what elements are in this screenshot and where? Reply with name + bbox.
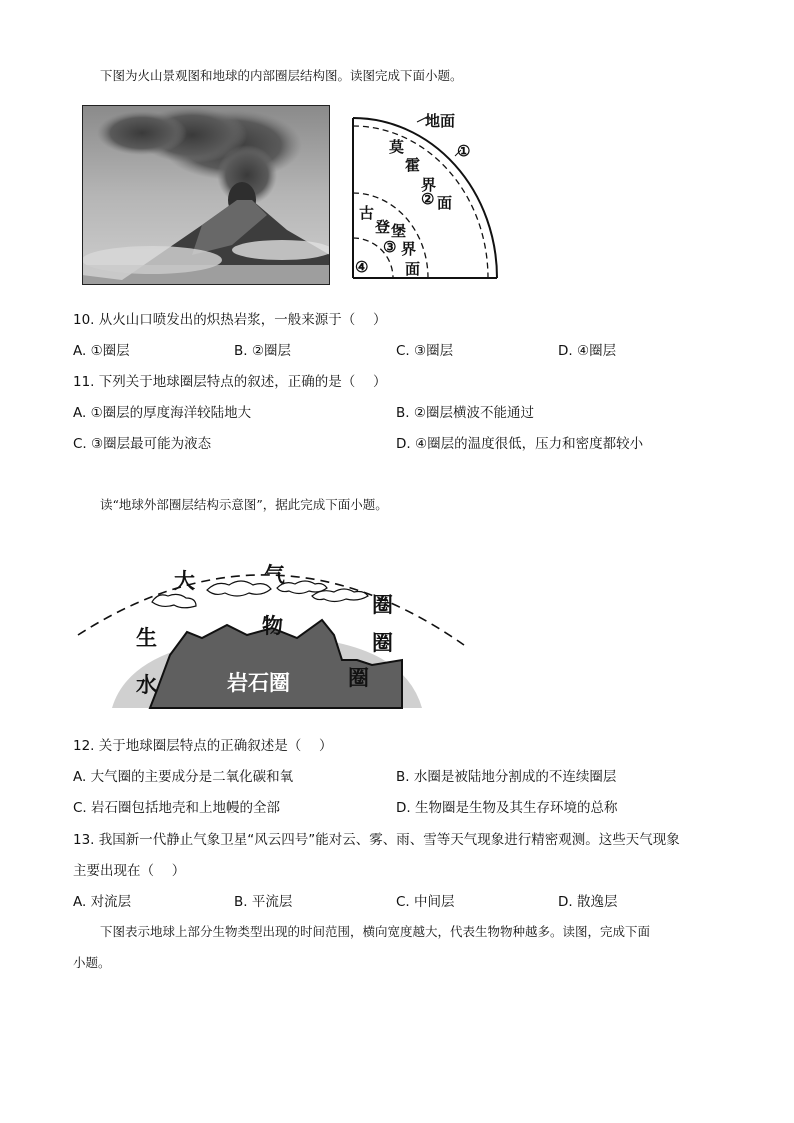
label-hydrosphere-1: 水 [136,672,157,697]
question-12-option-c[interactable]: C. 岩石圈包括地壳和上地幔的全部 [73,800,281,816]
question-10-option-d[interactable]: D. ④圈层 [558,343,617,359]
label-biosphere-1: 生 [136,625,157,650]
question-13-option-c[interactable]: C. 中间层 [396,894,455,910]
label-layer-3: ③ [383,238,397,256]
label-surface: 地面 [425,112,456,130]
label-gutenberg-4: 界 [401,240,417,258]
question-12-stem: 12. 关于地球圈层特点的正确叙述是（ ） [73,738,333,754]
earth-interior-diagram [345,108,505,282]
label-atmosphere-2: 气 [264,562,285,587]
question-13-option-d[interactable]: D. 散逸层 [558,894,618,910]
label-gutenberg-3: 堡 [391,222,407,240]
question-12-option-a[interactable]: A. 大气圈的主要成分是二氧化碳和氧 [73,769,294,785]
question-12-option-d[interactable]: D. 生物圈是生物及其生存环境的总称 [396,800,618,816]
label-lithosphere: 岩石圈 [227,670,290,695]
section3-intro-line1: 下图表示地球上部分生物类型出现的时间范围，横向宽度越大，代表生物物种越多。读图，完成下面 [100,924,651,939]
question-13-option-a[interactable]: A. 对流层 [73,894,132,910]
label-layer-1: ① [457,142,471,160]
label-gutenberg-5: 面 [405,260,421,278]
label-moho-1: 莫 [389,138,405,156]
label-moho-3: 界 [421,176,437,194]
section2-intro: 读“地球外部圈层结构示意图”，据此完成下面小题。 [100,497,388,512]
earth-outer-spheres-diagram [72,540,472,715]
label-gutenberg-2: 登 [375,218,391,236]
volcano-photo [82,105,330,285]
question-11-option-b[interactable]: B. ②圈层横波不能通过 [396,405,534,421]
label-atmosphere-1: 大 [174,568,195,593]
label-moho-4: 面 [437,194,453,212]
section3-intro-line2: 小题。 [73,955,111,970]
question-10-option-c[interactable]: C. ③圈层 [396,343,454,359]
question-12-option-b[interactable]: B. 水圈是被陆地分割成的不连续圈层 [396,769,617,785]
label-hydrosphere-2: 圈 [348,665,369,690]
question-10-option-b[interactable]: B. ②圈层 [234,343,291,359]
question-13-option-b[interactable]: B. 平流层 [234,894,293,910]
label-layer-2: ② [421,190,435,208]
label-biosphere-2: 物 [262,613,283,638]
label-atmosphere-3: 圈 [372,592,393,617]
question-13-stem-line1: 13. 我国新一代静止气象卫星“风云四号”能对云、雾、雨、雪等天气现象进行精密观测。这些天气现象 [73,832,680,848]
question-11-option-a[interactable]: A. ①圈层的厚度海洋较陆地大 [73,405,252,421]
label-gutenberg-1: 古 [359,204,375,222]
question-11-stem: 11. 下列关于地球圈层特点的叙述，正确的是（ ） [73,374,387,390]
question-11-option-c[interactable]: C. ③圈层最可能为液态 [73,436,212,452]
section1-intro: 下图为火山景观图和地球的内部圈层结构图。读图完成下面小题。 [100,68,463,83]
question-11-option-d[interactable]: D. ④圈层的温度很低，压力和密度都较小 [396,436,644,452]
question-13-stem-line2: 主要出现在（ ） [73,863,186,879]
label-biosphere-3: 圈 [372,630,393,655]
label-moho-2: 霍 [405,156,421,174]
label-layer-4: ④ [355,258,369,276]
question-10-stem: 10. 从火山口喷发出的炽热岩浆，一般来源于（ ） [73,312,387,328]
question-10-option-a[interactable]: A. ①圈层 [73,343,130,359]
